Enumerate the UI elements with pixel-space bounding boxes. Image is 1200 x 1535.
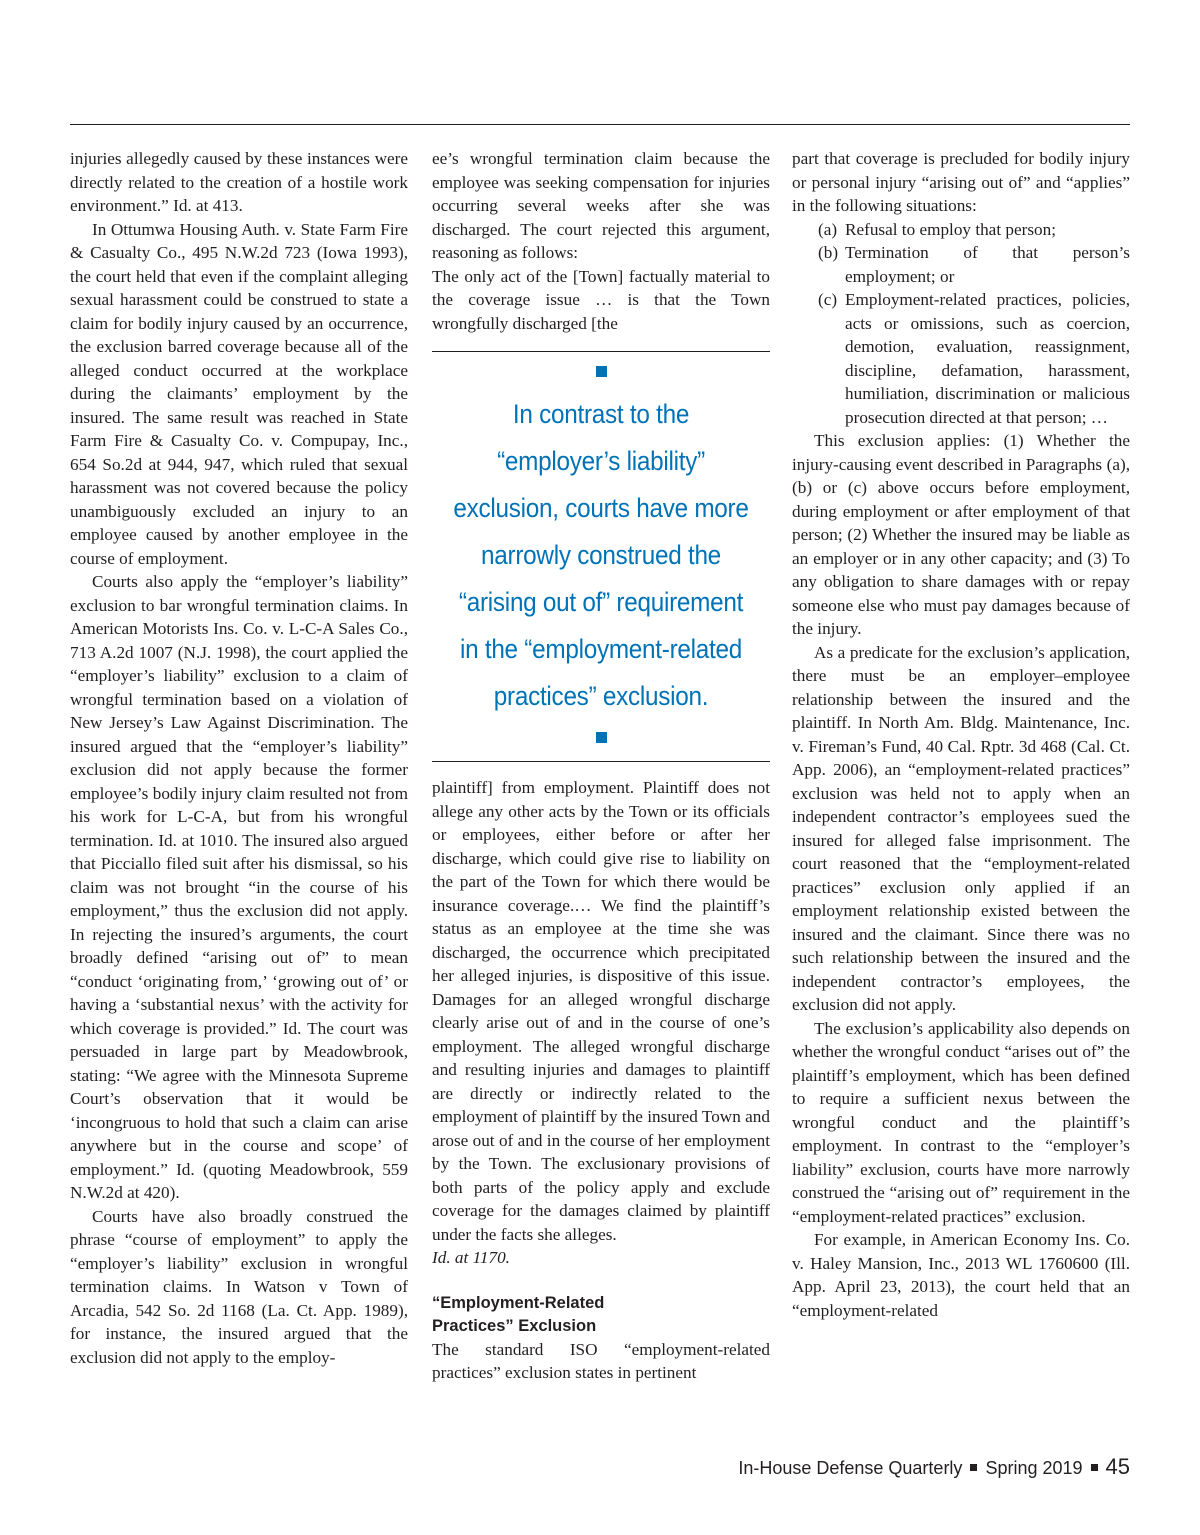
square-bullet-icon (970, 1464, 977, 1471)
issue-date: Spring 2019 (985, 1458, 1083, 1478)
exclusion-list (792, 218, 1130, 430)
list-item (792, 288, 1130, 429)
list-item-text: Refusal to employ that person; (845, 219, 1056, 239)
list-item (792, 218, 1130, 242)
page-footer (738, 1454, 1130, 1480)
list-item-text: Termination of that person’s employment; or (845, 243, 1130, 286)
pull-quote-text: In contrast to the “employer’s liability” exclusion, courts have more narrowly construed the “arising out of” requirement in the “employment-related practices” exclusion. (453, 399, 749, 711)
square-bullet-icon (596, 732, 607, 743)
paragraph: Courts have also broadly construed the phrase “course of employment” to apply the “employer’s liability” exclusion in wrongful termination claims. In Watson v Town of Arcadia, 542 So. 2d 1168 (La. Ct. App. 1989), for instance, the insured argued that the exclusion did not apply to the employ- (70, 1206, 408, 1367)
list-marker: (a) (818, 219, 838, 239)
journal-name: In-House Defense Quarterly (738, 1458, 963, 1478)
section-heading-line: Practices” Exclusion (432, 1316, 597, 1335)
paragraph: For example, in American Economy Ins. Co. v. Haley Mansion, Inc., 2013 WL 1760600 (Ill. App. April 23, 2013), the court held that an “employment-related (792, 1230, 1130, 1320)
column-3 (792, 147, 1130, 1322)
list-marker: (b) (818, 243, 839, 262)
block-quote: The only act of the [Town] factually material to the coverage issue … is that the Town wrongfully discharged [the (432, 266, 770, 333)
column-1 (70, 147, 408, 1369)
section-heading (432, 1292, 770, 1338)
column-2 (432, 147, 770, 1385)
citation: Id. at 1170. (432, 1248, 510, 1267)
paragraph: The standard ISO “employment-related practices” exclusion states in pertinent (432, 1339, 770, 1382)
section-heading-line: “Employment-Related (432, 1293, 605, 1312)
list-item (792, 241, 1130, 288)
paragraph: Courts also apply the “employer’s liability” exclusion to bar wrongful termination claims. In American Motorists Ins. Co. v. L-C-A Sales Co., 713 A.2d 1007 (N.J. 1998), the court applied the “employer’s liability” exclusion to a claim of wrongful termination based on a violation of New Jersey’s Law Against Discrimination. The insured argued that the “employer’s liability” exclusion did not apply because the former employee’s bodily injury claim resulted not from his work for L-C-A, but from his wrongful termination. Id. at 1010. The insured also argued that Picciallo filed suit after his dismissal, so his claim was not brought “in the course of his employment,” thus the exclusion did not apply. In rejecting the insured’s arguments, the court broadly defined “arising out of” to mean “conduct ‘originating from,’ ‘growing out of’ or having a ‘substantial nexus’ with the activity for which coverage is provided.” Id. The court was persuaded in large part by Meadowbrook, stating: “We agree with the Minnesota Supreme Court’s observation that it would be ‘incongruous to hold that such a claim can arise anywhere but in the course and scope’ of employment.” Id. (quoting Meadowbrook, 559 N.W.2d at 420). (70, 572, 408, 1202)
list-marker: (c) (818, 290, 838, 309)
block-quote: plaintiff] from employment. Plaintiff does not allege any other acts by the Town or its officials or employees, either before or after her discharge, which could give rise to liability on the part of the Town for which there would be insurance coverage.… We find the plaintiff’s status as an employee at the time she was discharged, the occurrence which precipitated her alleged injuries, is dispositive of this issue. Damages for an alleged wrongful discharge clearly arise out of and in the course of one’s employment. The alleged wrongful discharge and resulting injuries and damages to plaintiff are directly or indirectly related to the employment of plaintiff by the insured Town and arose out of and in the course of her employment by the Town. The exclusionary provisions of both parts of the policy apply and exclude coverage for the damages claimed by plaintiff under the facts she alleges. (432, 778, 770, 1244)
paragraph: This exclusion applies: (1) Whether the injury-causing event described in Paragraphs (a), (b) or (c) above occurs before employment, during employment or after employment of that person; (2) Whether the insured may be liable as an employer or in any other capacity; and (3) To any obligation to share damages with or repay someone else who must pay damages because of the injury. (792, 431, 1130, 638)
header-rule (70, 124, 1130, 125)
paragraph: In Ottumwa Housing Auth. v. State Farm Fire & Casualty Co., 495 N.W.2d 723 (Iowa 1993), the court held that even if the complaint alleging sexual harassment could be construed to state a claim for bodily injury caused by an occurrence, the exclusion barred coverage because all of the alleged conduct occurred at the workplace during the claimants’ employment by the insured. The same result was reached in State Farm Fire & Casualty Co. v. Compupay, Inc., 654 So.2d at 944, 947, which ruled that sexual harassment was not covered because the policy unambiguously excluded an injury to an employee caused by another employee in the course of employment. (70, 219, 408, 568)
square-bullet-icon (596, 366, 607, 377)
square-bullet-icon (1091, 1464, 1098, 1471)
paragraph: As a predicate for the exclusion’s application, there must be an employer–employee relationship between the insured and the plaintiff. In North Am. Bldg. Maintenance, Inc. v. Fireman’s Fund, 40 Cal. Rptr. 3d 468 (Cal. Ct. App. 2006), an “employment-related practices” exclusion was held not to apply when an independent contractor’s employees sued the insured for alleged false imprisonment. The court reasoned that the “employment-related practices” exclusion only applied if an employment relationship existed between the insured and the claimant. Since there was no such relationship between the insured and the independent contractor’s employees, the exclusion did not apply. (792, 642, 1130, 1014)
list-item-text: Employment-related practices, policies, acts or omissions, such as coercion, demotion, evaluation, reassignment, discipline, defamation, harassment, humiliation, discrimination or malicious prosecution directed at that person; … (845, 290, 1130, 427)
paragraph: The exclusion’s applicability also depends on whether the wrongful conduct “arises out of” the plaintiff’s employment, which has been defined to require a sufficient nexus between the wrongful conduct and the plaintiff’s employment. In contrast to the “employer’s liability” exclusion, courts have more narrowly construed the “arising out of” requirement in the “employment-related practices” exclusion. (792, 1018, 1130, 1226)
pull-quote (432, 351, 770, 762)
paragraph: part that coverage is precluded for bodily injury or personal injury “arising out of” and “applies” in the following situations: (792, 149, 1130, 215)
paragraph: injuries allegedly caused by these instances were directly related to the creation of a hostile work environment.” Id. at 413. (70, 149, 408, 215)
paragraph: ee’s wrongful termination claim because the employee was seeking compensation for injuries occurring several weeks after she was discharged. The court rejected this argument, reasoning as follows: (432, 149, 770, 262)
page-number: 45 (1105, 1454, 1130, 1479)
